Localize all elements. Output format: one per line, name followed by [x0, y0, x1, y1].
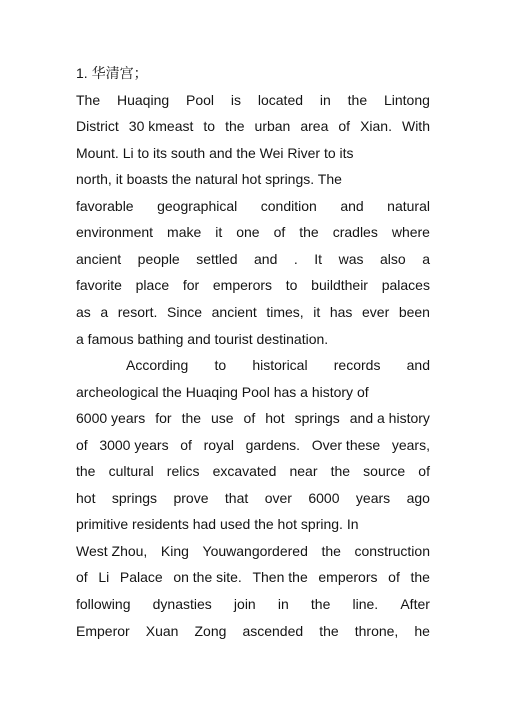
word: and	[406, 357, 430, 373]
word: 6000	[308, 489, 340, 506]
word: of	[180, 436, 192, 453]
word: Huaqing	[116, 91, 170, 108]
section-heading: 1. 华清宫；	[76, 65, 148, 81]
word: Youwangordered	[202, 542, 308, 559]
word: of	[418, 463, 430, 480]
word: ever	[362, 303, 390, 320]
word: excavated	[212, 463, 277, 480]
word: place	[135, 277, 170, 294]
word: King	[160, 542, 189, 559]
word: the	[310, 596, 331, 612]
paragraph-line: a famous bathing and tourist destination.	[76, 330, 329, 347]
word: ancient	[211, 303, 257, 320]
word: After	[400, 596, 430, 612]
word: the	[410, 569, 430, 586]
word: palaces	[381, 277, 430, 294]
word: environment	[76, 224, 154, 241]
word: It	[314, 250, 323, 267]
word: is	[230, 91, 242, 108]
word: Zong	[194, 622, 227, 639]
word: favorite	[76, 277, 122, 294]
word: With	[401, 118, 430, 134]
word: .	[293, 250, 298, 267]
word: it	[215, 224, 223, 241]
paragraph-line	[76, 434, 430, 456]
word: one	[236, 224, 260, 241]
word: Xuan	[145, 622, 179, 639]
word: District	[76, 118, 119, 134]
word: relics	[166, 463, 200, 480]
word: 6000 years	[76, 410, 146, 427]
word: Emperor	[76, 622, 130, 639]
word: times,	[266, 303, 304, 320]
word: 30 kmeast	[128, 118, 194, 134]
word: resort.	[117, 303, 158, 320]
paragraph-line: primitive residents had used the hot spring. In	[76, 516, 359, 533]
word: 3000 years	[99, 436, 169, 453]
word: as	[76, 303, 91, 320]
word: on the site.	[173, 569, 242, 586]
word: people	[137, 250, 180, 267]
word: to	[214, 357, 227, 373]
word: emperors	[212, 277, 273, 294]
word: the	[330, 463, 351, 480]
word: source	[363, 463, 406, 480]
word: the	[181, 410, 202, 427]
word: following	[76, 596, 131, 612]
word: of	[76, 436, 88, 453]
word: the	[299, 224, 319, 241]
word: cultural	[108, 463, 154, 480]
word: springs	[294, 410, 340, 427]
word: in	[277, 596, 289, 612]
word: years,	[391, 436, 430, 453]
word: Palace	[119, 569, 163, 586]
paragraph-line	[76, 89, 430, 111]
word: The	[76, 91, 101, 108]
word: of	[388, 569, 400, 586]
word: emperors	[318, 569, 378, 586]
word: located	[257, 91, 304, 108]
word: to	[203, 118, 216, 134]
word: Pool	[186, 91, 215, 108]
word: of	[273, 224, 286, 241]
word: he	[414, 622, 430, 639]
paragraph-line	[76, 274, 430, 296]
paragraph-line	[76, 540, 430, 562]
word: hot	[76, 489, 96, 506]
word: to	[285, 277, 298, 294]
word: royal	[203, 436, 234, 453]
word: of	[338, 118, 351, 134]
word: Lintong	[383, 91, 430, 108]
word: springs	[111, 489, 158, 506]
word: for	[182, 277, 200, 294]
word: condition	[260, 197, 317, 214]
paragraph-line: north, it boasts the natural hot springs. The	[76, 171, 342, 188]
paragraph-line	[76, 195, 430, 217]
word: West Zhou,	[76, 542, 148, 559]
word: also	[380, 250, 406, 267]
word: dynasties	[152, 596, 212, 612]
word: ago	[406, 489, 430, 506]
paragraph-line	[76, 248, 430, 270]
paragraph-line	[76, 407, 430, 429]
word: the	[225, 118, 245, 134]
word: Over these	[311, 436, 381, 453]
word: hot	[265, 410, 285, 427]
word: it	[313, 303, 321, 320]
word: urban	[254, 118, 291, 134]
word: Since	[167, 303, 203, 320]
word: cradles	[332, 224, 378, 241]
word: natural	[387, 197, 430, 214]
word: construction	[354, 542, 430, 559]
word: where	[391, 224, 430, 241]
word: near	[289, 463, 318, 480]
paragraph-line	[76, 301, 430, 323]
paragraph-line	[76, 115, 430, 137]
word: historical	[252, 357, 308, 373]
word: make	[167, 224, 202, 241]
word: records	[333, 357, 381, 373]
word: geographical	[157, 197, 238, 214]
paragraph-line	[76, 460, 430, 482]
word: ancient	[76, 250, 122, 267]
word: of	[243, 410, 256, 427]
paragraph-line	[76, 593, 430, 615]
word: over	[264, 489, 292, 506]
word: of	[76, 569, 88, 586]
word: Li	[98, 569, 110, 586]
word: in	[319, 91, 331, 108]
word: a	[100, 303, 109, 320]
word: been	[398, 303, 430, 320]
word: area	[300, 118, 329, 134]
word: the	[321, 542, 341, 559]
word: and	[340, 197, 364, 214]
word: buildtheir	[311, 277, 368, 294]
paragraph-line	[76, 487, 430, 509]
word: ascended	[242, 622, 304, 639]
word: was	[338, 250, 364, 267]
word: for	[155, 410, 172, 427]
word: Then the	[252, 569, 308, 586]
word: the	[347, 91, 368, 108]
word: the	[76, 463, 96, 480]
word: a	[422, 250, 430, 267]
word: the	[319, 622, 339, 639]
paragraph-line	[126, 354, 430, 376]
paragraph-line	[76, 221, 430, 243]
word: years	[355, 489, 391, 506]
paragraph-line	[76, 566, 430, 588]
word: and	[254, 250, 278, 267]
word: throne,	[354, 622, 399, 639]
word: that	[224, 489, 249, 506]
word: has	[329, 303, 353, 320]
paragraph-line: archeological the Huaqing Pool has a history of	[76, 383, 369, 400]
word: According	[126, 357, 189, 373]
word: gardens.	[245, 436, 301, 453]
word: line.	[352, 596, 379, 612]
paragraph-line	[76, 620, 430, 642]
paragraph-line: Mount. Li to its south and the Wei River to its	[76, 144, 354, 161]
word: use	[211, 410, 234, 427]
word: and a history	[349, 410, 430, 427]
word: favorable	[76, 197, 134, 214]
word: Xian.	[360, 118, 392, 134]
word: prove	[173, 489, 209, 506]
word: settled	[196, 250, 238, 267]
word: join	[233, 596, 256, 612]
